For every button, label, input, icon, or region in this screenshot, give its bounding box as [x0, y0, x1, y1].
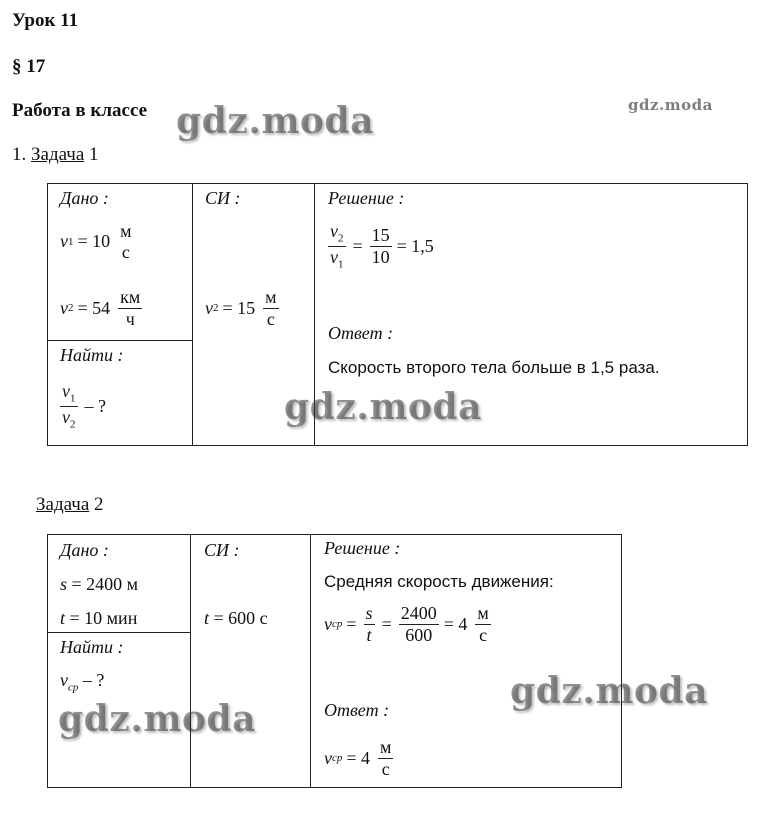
- unit-den: ч: [125, 308, 135, 329]
- task2-s-line: [60, 574, 138, 595]
- symbol: v: [62, 407, 70, 428]
- numerator: 2400: [400, 603, 437, 623]
- subscript: ср: [68, 681, 79, 694]
- unit-num: м: [477, 603, 489, 623]
- task1-answer-text: Скорость второго тела больше в 1,5 раза.: [328, 358, 660, 377]
- symbol: v: [60, 297, 68, 318]
- unit-num: км: [120, 287, 141, 307]
- value: = 2400 м: [71, 574, 139, 594]
- task1-heading: [12, 144, 99, 166]
- subscript: 1: [68, 235, 74, 248]
- lesson-title: Урок 11: [12, 10, 79, 31]
- symbol: v: [60, 670, 68, 690]
- number-fraction: [370, 226, 392, 267]
- unit-den: с: [479, 624, 488, 645]
- unit-den: с: [381, 758, 390, 779]
- task1-v2-line: [60, 288, 145, 329]
- task1-title: Задача: [31, 144, 85, 165]
- task1-solution-formula: [328, 222, 434, 271]
- symbol: v: [330, 221, 338, 241]
- unknown-mark: – ?: [82, 670, 105, 690]
- subscript: ср: [332, 618, 343, 631]
- equals: =: [381, 613, 392, 634]
- value: = 54: [77, 297, 111, 318]
- paragraph-title: § 17: [12, 56, 46, 77]
- value: = 15: [222, 297, 256, 318]
- task2-answer-line: [324, 738, 396, 779]
- ratio-fraction: [328, 222, 346, 271]
- task2-si-line: [204, 608, 268, 629]
- watermark-3: gdz.moda: [510, 670, 708, 712]
- unit-num: м: [120, 221, 132, 241]
- symbol: v: [324, 613, 332, 634]
- equals: =: [352, 236, 363, 257]
- equals: =: [346, 613, 357, 634]
- symbol: t: [60, 608, 66, 628]
- task1-solution-label: Решение :: [328, 188, 405, 208]
- task2-title: Задача: [36, 494, 90, 515]
- task2-solution-formula: [324, 604, 494, 645]
- task2-find-label: Найти :: [60, 637, 124, 657]
- symbol: v: [330, 247, 338, 268]
- task1-answer-label: Ответ :: [328, 323, 394, 343]
- number-fraction: [399, 604, 439, 645]
- task2-given-label: Дано :: [60, 540, 109, 560]
- subscript: 2: [213, 302, 219, 315]
- denominator: t: [366, 624, 372, 645]
- subscript: 2: [68, 302, 74, 315]
- symbol: s: [60, 574, 68, 594]
- unit-num: м: [265, 287, 277, 307]
- ratio-fraction: [60, 382, 78, 431]
- symbol: v: [62, 381, 70, 401]
- watermark-1: gdz.moda: [176, 100, 374, 142]
- unit-fraction: [378, 738, 393, 779]
- denominator: 600: [405, 624, 433, 645]
- unit-den: с: [266, 308, 275, 329]
- task1-find-line: [60, 382, 106, 431]
- value: = 10: [77, 231, 111, 252]
- subscript: 2: [70, 418, 76, 431]
- section-title: Работа в классе: [12, 100, 148, 121]
- unit-fraction: [475, 604, 490, 645]
- subscript: ср: [332, 752, 343, 765]
- task1-number: 1.: [12, 144, 27, 165]
- unit-fraction: [118, 288, 142, 329]
- task2-title-num: 2: [94, 494, 104, 515]
- unit-fraction: [263, 288, 278, 329]
- value: = 10 мин: [69, 608, 138, 628]
- numerator: 15: [371, 225, 390, 246]
- task1-title-num: 1: [89, 144, 99, 165]
- subscript: 2: [338, 232, 344, 245]
- unit-den: с: [121, 241, 130, 262]
- task2-si-label: СИ :: [204, 540, 240, 560]
- task2-solution-text: Средняя скорость движения:: [324, 572, 554, 591]
- task1-given-label: Дано :: [60, 188, 109, 208]
- result: = 4: [443, 613, 468, 634]
- task1-si-label: СИ :: [205, 188, 241, 208]
- task1-si-line: [205, 288, 282, 329]
- task1-v1-line: [60, 222, 137, 262]
- task2-find-line: [60, 670, 104, 694]
- subscript: 1: [338, 258, 344, 271]
- task2-t-line: [60, 608, 137, 629]
- task2-solution-label: Решение :: [324, 538, 401, 558]
- denominator: 10: [371, 247, 390, 268]
- task2-answer-label: Ответ :: [324, 700, 390, 720]
- numerator: s: [365, 603, 373, 623]
- symbol: v: [60, 231, 68, 252]
- symbol: v: [205, 297, 213, 318]
- task2-heading: [36, 494, 104, 516]
- result: = 1,5: [396, 236, 434, 257]
- unit-fraction: [118, 222, 133, 262]
- watermark-4: gdz.moda: [58, 698, 256, 740]
- value: = 600 с: [213, 608, 268, 628]
- task1-find-label: Найти :: [60, 345, 124, 365]
- symbol: t: [204, 608, 210, 628]
- unknown-mark: – ?: [84, 396, 106, 417]
- value: = 4: [346, 747, 371, 768]
- subscript: 1: [70, 392, 76, 405]
- unit-num: м: [380, 737, 392, 757]
- watermark-2: gdz.moda: [284, 386, 482, 428]
- s-over-t-fraction: [364, 604, 375, 645]
- watermark-small: gdz.moda: [628, 96, 713, 114]
- symbol: v: [324, 747, 332, 768]
